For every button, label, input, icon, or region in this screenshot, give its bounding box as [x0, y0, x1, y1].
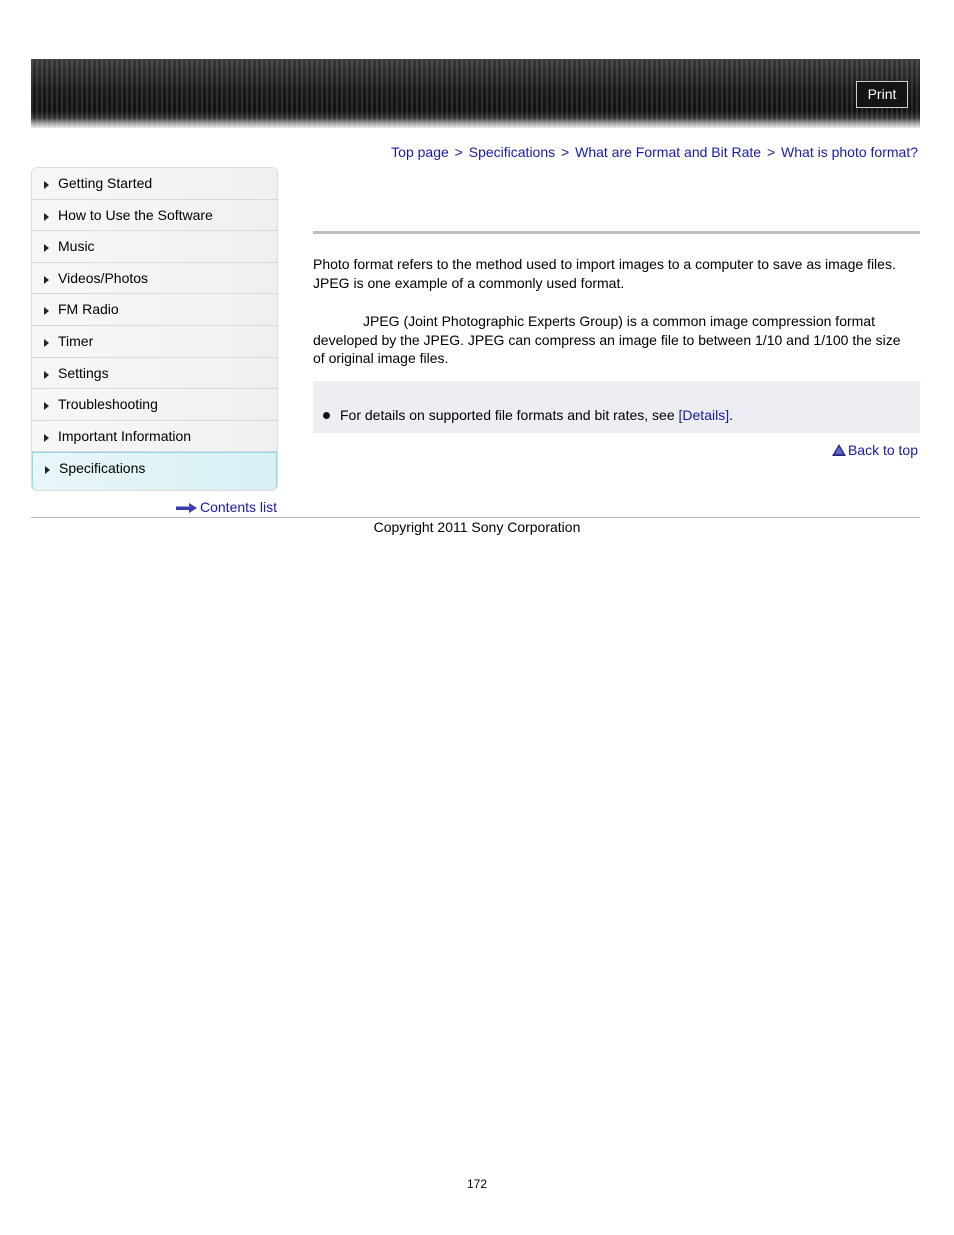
title-divider: [313, 231, 920, 234]
breadcrumb-photo-format[interactable]: What is photo format?: [781, 144, 918, 160]
breadcrumb: [391, 144, 918, 160]
arrow-right-icon: [176, 503, 197, 513]
arrow-right-icon: [44, 244, 49, 252]
jpeg-line: developed by the JPEG. JPEG can compress an image file to between 1/10 and 1/100 the size: [313, 331, 901, 348]
sidebar-item-label: Settings: [58, 364, 109, 381]
sidebar-item-label: Specifications: [59, 460, 146, 477]
breadcrumb-specifications[interactable]: Specifications: [468, 144, 556, 160]
triangle-up-icon: [832, 444, 846, 456]
sidebar-item-label: Videos/Photos: [58, 269, 149, 286]
sidebar-item-label: Troubleshooting: [58, 396, 158, 413]
sidebar-item-label: Important Information: [58, 427, 192, 444]
jpeg-line-text: JPEG (Joint Photographic Experts Group) is a common image compression format: [363, 313, 875, 329]
back-to-top-link[interactable]: [832, 442, 918, 458]
sidebar-item-label: Getting Started: [58, 175, 153, 191]
arrow-right-icon: [45, 466, 50, 474]
sidebar-item-music[interactable]: [32, 231, 277, 263]
contents-list-label: Contents list: [200, 499, 278, 515]
note-item: [323, 407, 733, 423]
arrow-right-icon: [44, 371, 49, 379]
breadcrumb-separator: >: [454, 144, 463, 160]
breadcrumb-separator: >: [561, 144, 570, 160]
sidebar-item-label: Music: [58, 238, 95, 255]
breadcrumb-top-page[interactable]: Top page: [391, 144, 449, 160]
sidebar-nav: [31, 167, 278, 491]
sidebar-item-fm-radio[interactable]: [32, 294, 277, 326]
note-tail: .: [729, 407, 733, 423]
breadcrumb-separator: >: [766, 144, 776, 160]
sidebar-item-troubleshooting[interactable]: [32, 389, 277, 421]
intro-line: JPEG is one example of a commonly used format.: [313, 274, 625, 291]
sidebar-item-label: Timer: [58, 332, 94, 349]
arrow-right-icon: [44, 276, 49, 284]
sidebar-item-settings[interactable]: [32, 358, 277, 390]
details-link[interactable]: [Details]: [678, 407, 730, 423]
sidebar-item-videos-photos[interactable]: [32, 263, 277, 295]
arrow-right-icon: [44, 213, 49, 221]
jpeg-line: [313, 312, 913, 331]
intro-line: Photo format refers to the method used to import images to a computer to save as image files.: [313, 256, 896, 272]
print-button[interactable]: Print: [856, 81, 908, 108]
jpeg-line: of original image files.: [313, 350, 449, 367]
jpeg-paragraph: [313, 312, 913, 368]
bullet-icon: [323, 412, 330, 419]
contents-list-link[interactable]: [176, 499, 277, 515]
arrow-right-icon: [44, 181, 49, 189]
arrow-right-icon: [44, 307, 49, 315]
arrow-right-icon: [44, 339, 49, 347]
arrow-right-icon: [44, 434, 49, 442]
arrow-right-icon: [44, 402, 49, 410]
breadcrumb-format-bit-rate[interactable]: What are Format and Bit Rate: [575, 144, 762, 160]
sidebar-item-important-information[interactable]: [32, 421, 277, 453]
sidebar-item-label: FM Radio: [58, 301, 119, 318]
note-box: [313, 381, 920, 433]
sidebar-item-timer[interactable]: [32, 326, 277, 358]
back-to-top-label: Back to top: [847, 442, 918, 458]
page-number: 172: [466, 1177, 488, 1191]
copyright-text: Copyright 2011 Sony Corporation: [373, 519, 581, 535]
note-text: For details on supported file formats and bit rates, see: [340, 407, 679, 423]
sidebar-item-label: How to Use the Software: [58, 206, 213, 223]
header-bar: [31, 59, 920, 128]
intro-paragraph: [313, 255, 913, 292]
sidebar-item-how-to-use-software[interactable]: [32, 200, 277, 232]
sidebar-item-specifications[interactable]: [32, 452, 277, 490]
sidebar-item-getting-started[interactable]: [32, 168, 277, 200]
